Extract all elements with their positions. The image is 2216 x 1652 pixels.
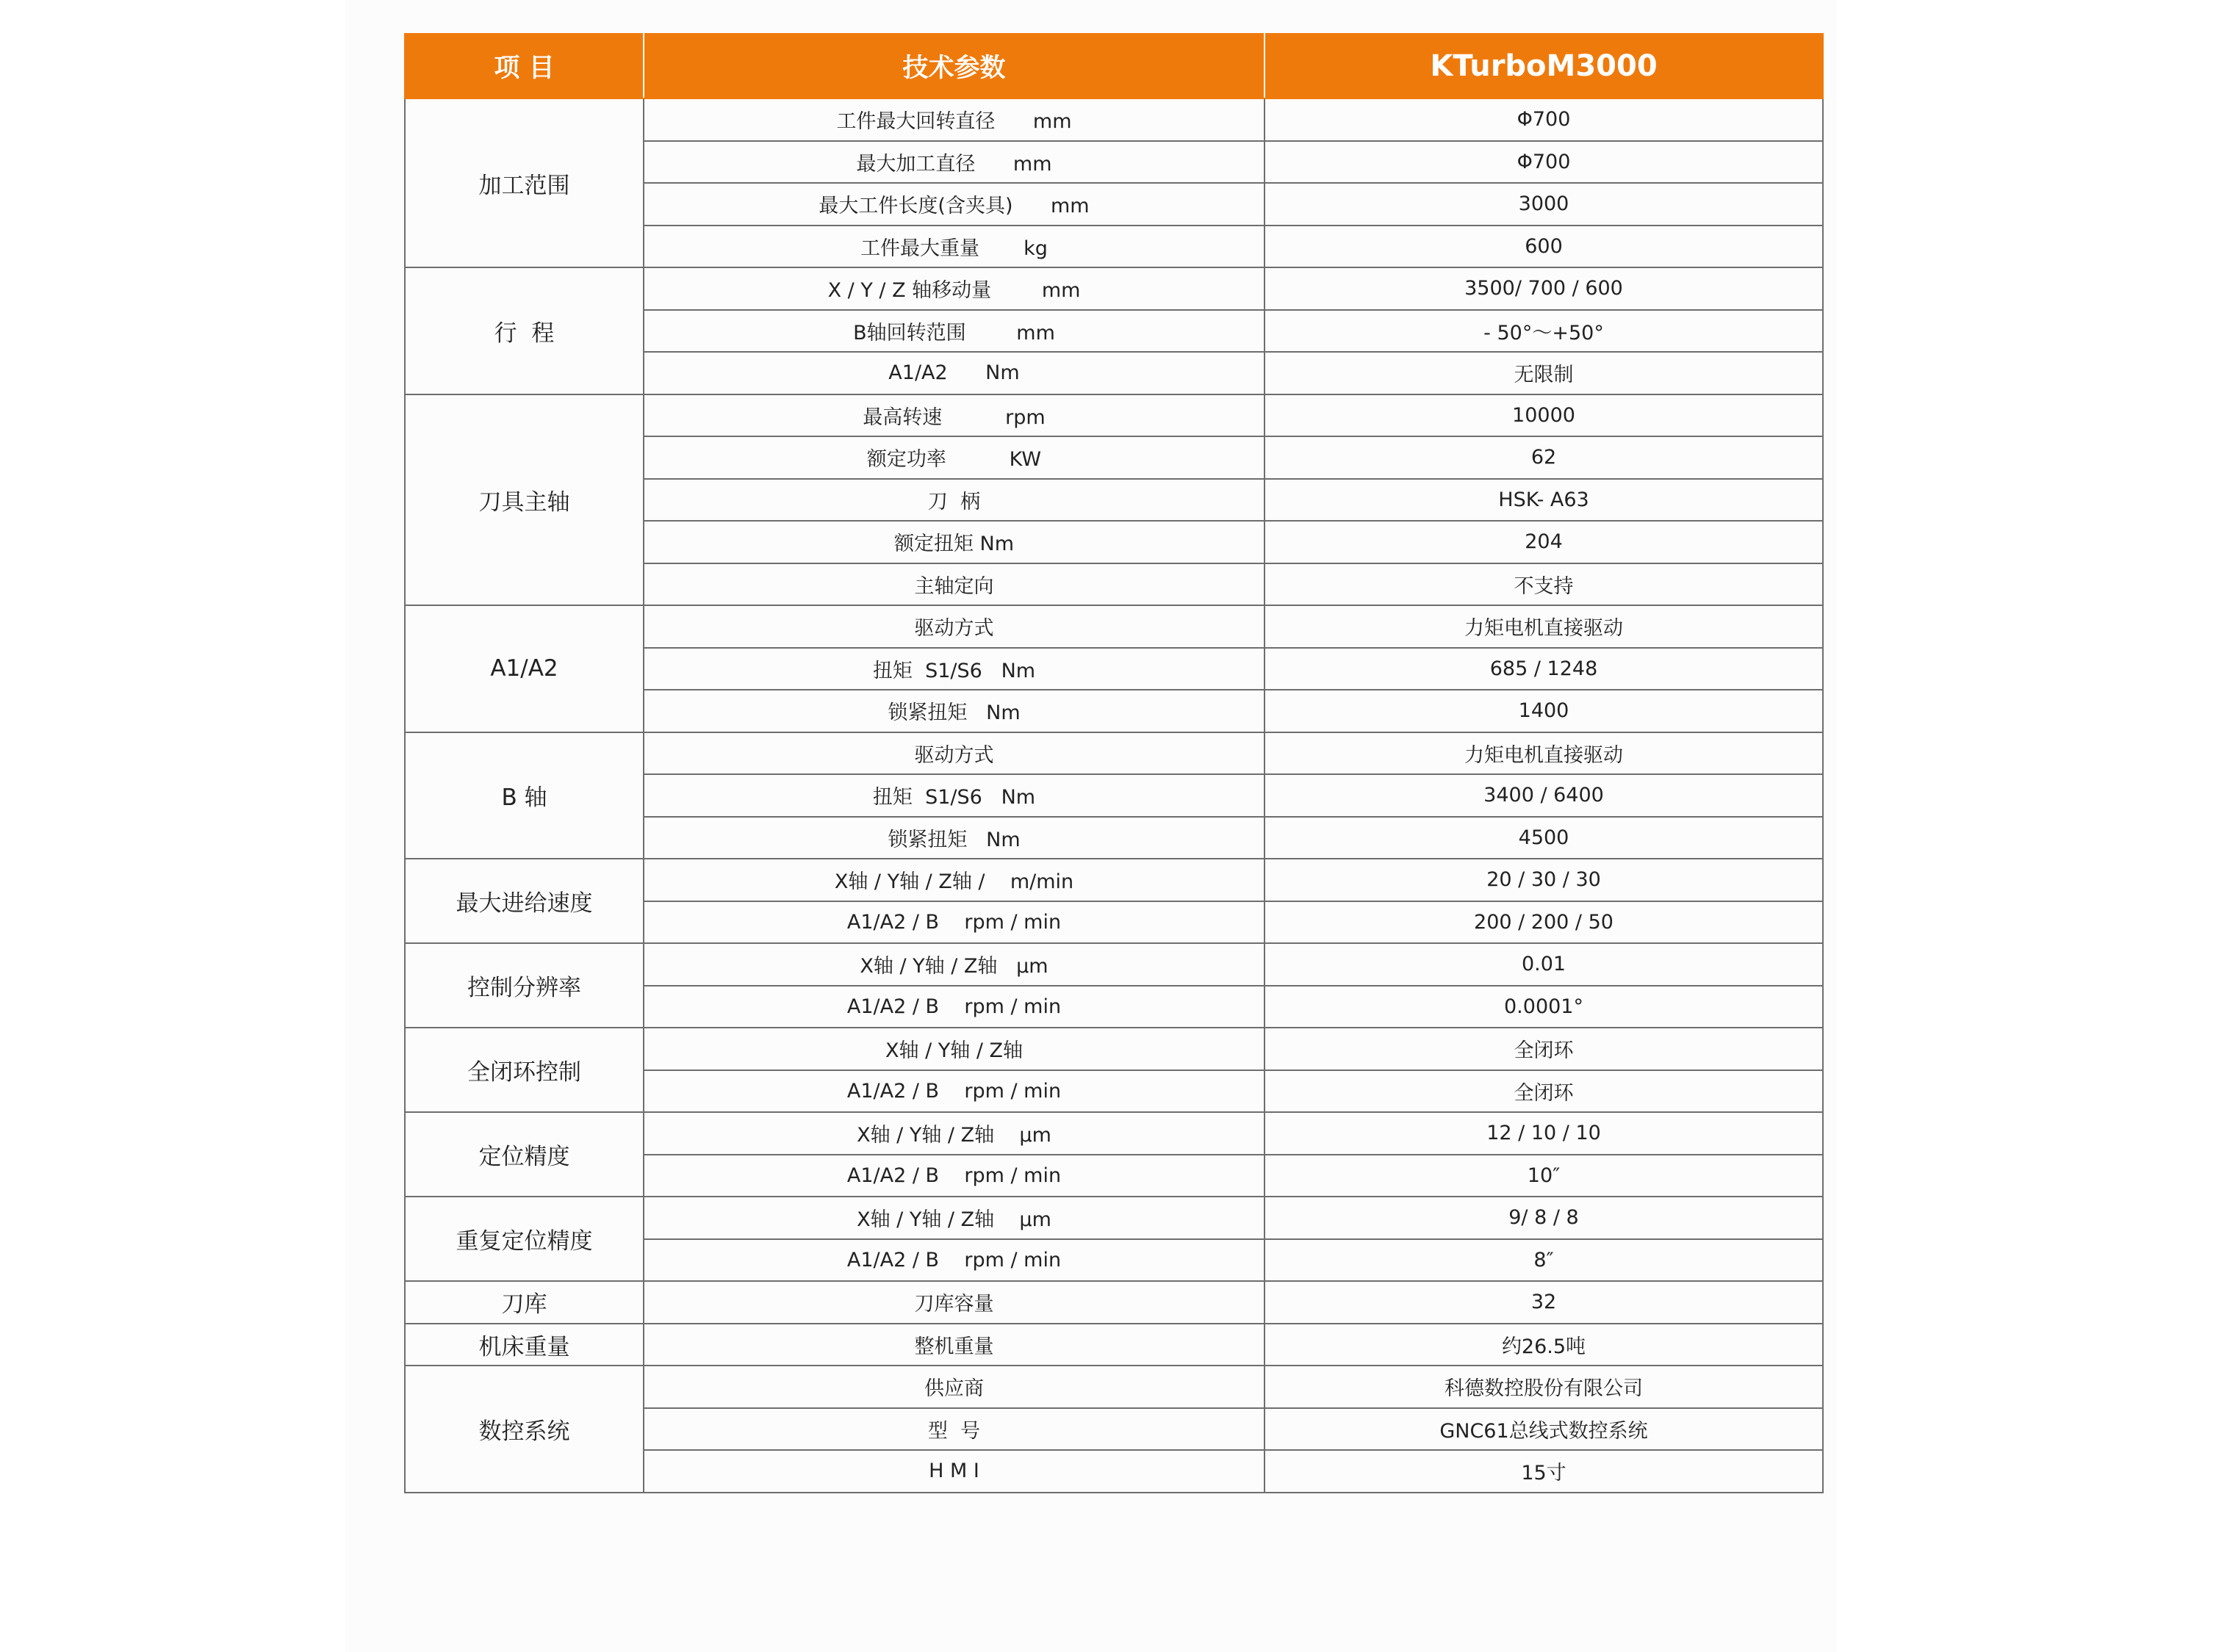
value-cell: 约26.5吨 (1265, 1324, 1823, 1366)
parameter-cell: X / Y / Z 轴移动量 mm (644, 267, 1265, 310)
parameter-cell: A1/A2 Nm (644, 352, 1265, 394)
category-cell: 机床重量 (405, 1324, 644, 1366)
parameter-cell: A1/A2 / B rpm / min (644, 1070, 1265, 1113)
table-row (405, 1366, 1823, 1408)
parameter-cell: 工件最大回转直径 mm (644, 98, 1265, 141)
table-row (405, 859, 1823, 901)
parameter-cell: 刀 柄 (644, 479, 1265, 522)
category-cell: 刀库 (405, 1281, 644, 1324)
table-row (405, 1281, 1823, 1324)
category-cell: 行 程 (405, 267, 644, 394)
header-model: KTurboM3000 (1265, 34, 1823, 98)
parameter-cell: 整机重量 (644, 1324, 1265, 1366)
value-cell: Φ700 (1265, 141, 1823, 184)
value-cell: 全闭环 (1265, 1070, 1823, 1113)
parameter-cell: X轴 / Y轴 / Z轴 / m/min (644, 859, 1265, 901)
value-cell: Φ700 (1265, 98, 1823, 141)
parameter-cell: A1/A2 / B rpm / min (644, 986, 1265, 1028)
value-cell: 204 (1265, 521, 1823, 563)
table-row (405, 732, 1823, 775)
table-row (405, 98, 1823, 141)
parameter-cell: 额定扭矩 Nm (644, 521, 1265, 563)
category-cell: A1/A2 (405, 605, 644, 732)
value-cell: 3000 (1265, 183, 1823, 226)
parameter-cell: 最高转速 rpm (644, 394, 1265, 437)
value-cell: 685 / 1248 (1265, 648, 1823, 690)
parameter-cell: B轴回转范围 mm (644, 310, 1265, 353)
parameter-cell: 扭矩 S1/S6 Nm (644, 648, 1265, 690)
header-parameter: 技术参数 (644, 34, 1265, 98)
parameter-cell: A1/A2 / B rpm / min (644, 901, 1265, 944)
value-cell: 不支持 (1265, 563, 1823, 606)
value-cell: GNC61总线式数控系统 (1265, 1408, 1823, 1451)
parameter-cell: 供应商 (644, 1366, 1265, 1408)
parameter-cell: 额定功率 KW (644, 436, 1265, 479)
parameter-cell: X轴 / Y轴 / Z轴 µm (644, 943, 1265, 986)
category-cell: 加工范围 (405, 98, 644, 267)
table-row (405, 605, 1823, 648)
value-cell: 无限制 (1265, 352, 1823, 394)
parameter-cell: 刀库容量 (644, 1281, 1265, 1324)
value-cell: 15寸 (1265, 1450, 1823, 1493)
category-cell: 重复定位精度 (405, 1197, 644, 1281)
value-cell: 0.01 (1265, 943, 1823, 986)
table-row (405, 267, 1823, 310)
parameter-cell: 驱动方式 (644, 605, 1265, 648)
parameter-cell: 工件最大重量 kg (644, 226, 1265, 268)
parameter-cell: X轴 / Y轴 / Z轴 µm (644, 1197, 1265, 1239)
table-row (405, 943, 1823, 986)
value-cell: 9/ 8 / 8 (1265, 1197, 1823, 1239)
table-row (405, 1112, 1823, 1155)
category-cell: 刀具主轴 (405, 394, 644, 606)
table-row (405, 1197, 1823, 1239)
value-cell: 0.0001° (1265, 986, 1823, 1028)
parameter-cell: 型 号 (644, 1408, 1265, 1451)
value-cell: 科德数控股份有限公司 (1265, 1366, 1823, 1408)
value-cell: 200 / 200 / 50 (1265, 901, 1823, 944)
parameter-cell: 最大工件长度(含夹具) mm (644, 183, 1265, 226)
value-cell: 32 (1265, 1281, 1823, 1324)
category-cell: 数控系统 (405, 1366, 644, 1493)
header-item: 项 目 (405, 34, 644, 98)
parameter-cell: 驱动方式 (644, 732, 1265, 775)
category-cell: 最大进给速度 (405, 859, 644, 943)
value-cell: 8″ (1265, 1239, 1823, 1282)
value-cell: 全闭环 (1265, 1028, 1823, 1070)
category-cell: B 轴 (405, 732, 644, 859)
table-row (405, 1028, 1823, 1070)
category-cell: 全闭环控制 (405, 1028, 644, 1112)
parameter-cell: 主轴定向 (644, 563, 1265, 606)
parameter-cell: 扭矩 S1/S6 Nm (644, 774, 1265, 817)
parameter-cell: H M I (644, 1450, 1265, 1493)
parameter-cell: X轴 / Y轴 / Z轴 µm (644, 1112, 1265, 1155)
value-cell: 4500 (1265, 817, 1823, 859)
value-cell: 10000 (1265, 394, 1823, 437)
table-row (405, 394, 1823, 437)
spec-table (404, 33, 1824, 1493)
value-cell: 力矩电机直接驱动 (1265, 732, 1823, 775)
value-cell: 62 (1265, 436, 1823, 479)
value-cell: 3500/ 700 / 600 (1265, 267, 1823, 310)
header-row (405, 34, 1823, 98)
value-cell: 10″ (1265, 1155, 1823, 1197)
value-cell: 600 (1265, 226, 1823, 268)
value-cell: 3400 / 6400 (1265, 774, 1823, 817)
category-cell: 控制分辨率 (405, 943, 644, 1028)
parameter-cell: A1/A2 / B rpm / min (644, 1155, 1265, 1197)
value-cell: 力矩电机直接驱动 (1265, 605, 1823, 648)
value-cell: 1400 (1265, 690, 1823, 732)
table-row (405, 1324, 1823, 1366)
category-cell: 定位精度 (405, 1112, 644, 1197)
value-cell: HSK- A63 (1265, 479, 1823, 522)
parameter-cell: X轴 / Y轴 / Z轴 (644, 1028, 1265, 1070)
value-cell: 12 / 10 / 10 (1265, 1112, 1823, 1155)
parameter-cell: 最大加工直径 mm (644, 141, 1265, 184)
value-cell: 20 / 30 / 30 (1265, 859, 1823, 901)
parameter-cell: 锁紧扭矩 Nm (644, 690, 1265, 732)
parameter-cell: A1/A2 / B rpm / min (644, 1239, 1265, 1282)
parameter-cell: 锁紧扭矩 Nm (644, 817, 1265, 859)
value-cell: - 50°～+50° (1265, 310, 1823, 353)
